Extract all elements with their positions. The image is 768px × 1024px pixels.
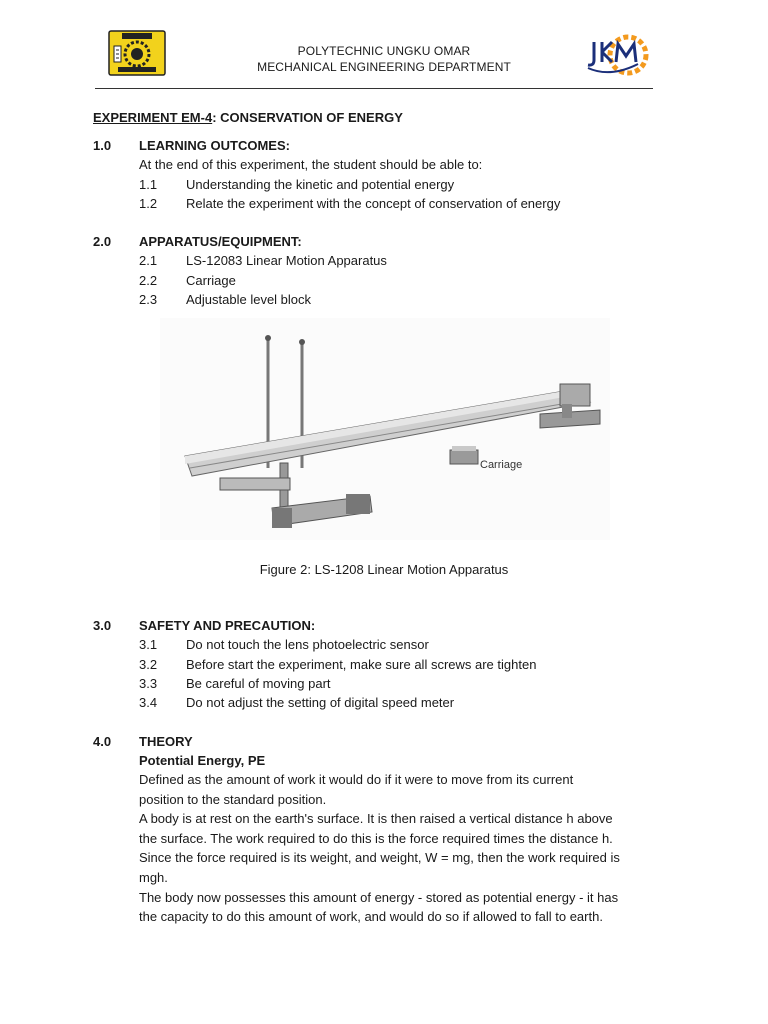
theory-subheading: Potential Energy, PE: [139, 753, 266, 768]
institution-name: POLYTECHNIC UNGKU OMAR: [297, 44, 471, 58]
list-item: [139, 676, 331, 691]
theory-line: Since the force required is its weight, and weight, W = mg, then the work required is: [139, 850, 620, 866]
section-title: THEORY: [139, 734, 193, 749]
item-text: Before start the experiment, make sure all screws are tighten: [186, 657, 537, 672]
item-text: Carriage: [186, 273, 236, 288]
theory-line: mgh.: [139, 869, 168, 885]
list-item: [139, 657, 536, 672]
page-header: [0, 0, 768, 92]
carriage-label: Carriage: [480, 459, 523, 471]
section-heading-learning: [93, 138, 290, 153]
theory-line: The body now possesses this amount of energy - stored as potential energy - it has: [139, 889, 619, 905]
theory-line: position to the standard position.: [139, 791, 327, 807]
item-text: Be careful of moving part: [186, 676, 331, 691]
item-text: Do not adjust the setting of digital speed meter: [186, 695, 455, 710]
item-number: 1.1: [139, 177, 158, 192]
list-item: [139, 253, 387, 268]
item-text: Adjustable level block: [186, 292, 312, 307]
theory-line: the surface. The work required to do this is the force required times the distance h.: [139, 830, 613, 846]
item-text: Do not touch the lens photoelectric sensor: [186, 637, 429, 652]
figure-caption: Figure 2: LS-1208 Linear Motion Apparatus: [259, 562, 509, 577]
section-heading-safety: [93, 618, 315, 633]
section-title: LEARNING OUTCOMES:: [139, 138, 290, 153]
item-number: 3.2: [139, 657, 158, 672]
list-item: [139, 695, 454, 710]
item-number: 2.2: [139, 273, 158, 288]
list-item: [139, 292, 311, 307]
section-heading-apparatus: [93, 234, 302, 249]
section-number: 3.0: [93, 618, 112, 633]
experiment-title: [93, 110, 403, 125]
linear-motion-apparatus-figure: [160, 318, 610, 540]
theory-line: Defined as the amount of work it would do if it were to move from its current: [139, 772, 574, 787]
list-item: [139, 273, 236, 288]
theory-paragraph: [139, 770, 679, 927]
list-item: [139, 177, 454, 192]
theory-line: A body is at rest on the earth's surface. It is then raised a vertical distance h above: [139, 811, 613, 827]
item-text: LS-12083 Linear Motion Apparatus: [186, 253, 387, 268]
experiment-name: : CONSERVATION OF ENERGY: [212, 110, 403, 125]
jkm-gear-logo-icon: [580, 30, 656, 80]
section-heading-theory: [93, 734, 193, 749]
section-title: SAFETY AND PRECAUTION:: [139, 618, 316, 633]
item-number: 3.1: [139, 637, 158, 652]
experiment-code: EXPERIMENT EM-4: [93, 110, 213, 125]
section-number: 4.0: [93, 734, 112, 749]
theory-line: the capacity to do this amount of work, and would do so if allowed to fall to earth.: [139, 909, 603, 925]
item-number: 2.1: [139, 253, 158, 268]
section-title: APPARATUS/EQUIPMENT:: [139, 234, 302, 249]
learning-intro: At the end of this experiment, the student should be able to:: [139, 157, 483, 172]
item-text: Relate the experiment with the concept of conservation of energy: [186, 196, 561, 211]
item-number: 3.3: [139, 676, 158, 691]
item-number: 2.3: [139, 292, 158, 307]
list-item: [139, 196, 560, 211]
list-item: [139, 637, 429, 652]
item-number: 1.2: [139, 196, 158, 211]
department-name: MECHANICAL ENGINEERING DEPARTMENT: [257, 60, 511, 74]
item-number: 3.4: [139, 695, 158, 710]
polytechnic-crest-icon: [108, 30, 166, 76]
header-divider: [95, 88, 653, 89]
section-number: 1.0: [93, 138, 112, 153]
section-number: 2.0: [93, 234, 112, 249]
item-text: Understanding the kinetic and potential energy: [186, 177, 455, 192]
